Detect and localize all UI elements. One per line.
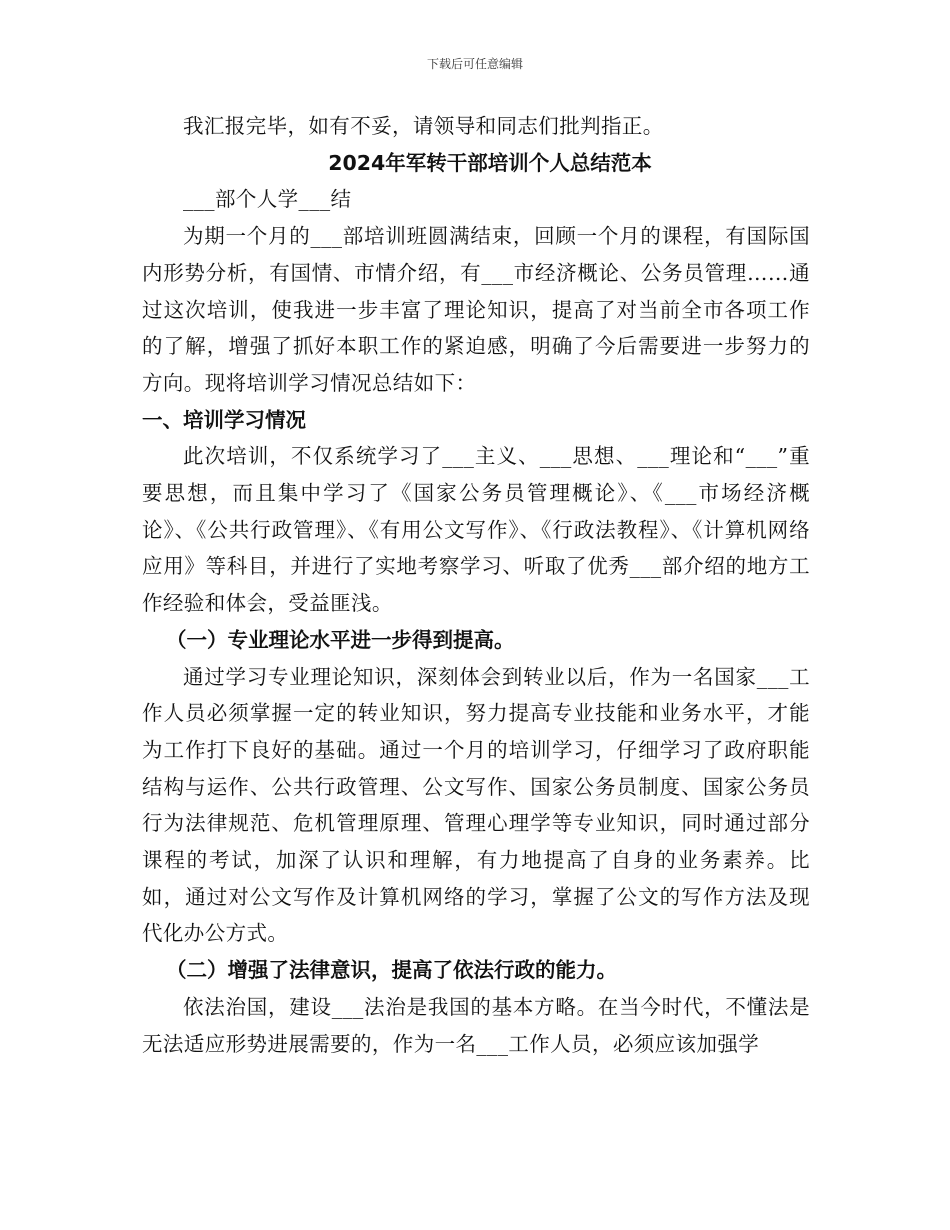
document-body	[142, 108, 810, 1062]
intro-paragraph: 为期一个月的___部培训班圆满结束，回顾一个月的课程，有国际国内形势分析，有国情、市情介绍，有___市经济概论、公务员管理……通过这次培训，使我进一步丰富了理论知识，提高了对当前全市各项工作的了解，增强了抓好本职工作的紧迫感，明确了今后需要进一步努力的方向。现将培训学习情况总结如下：	[142, 224, 810, 395]
subsection-heading-1: （一）专业理论水平进一步得到提高。	[166, 627, 515, 652]
document-title: 2024年军转干部培训个人总结范本	[328, 150, 652, 175]
page-header: 下载后可任意编辑	[426, 57, 523, 71]
closing-paragraph: 我汇报完毕，如有不妥，请领导和同志们批判指正。	[183, 114, 664, 138]
subsection-paragraph-2: 依法治国，建设___法治是我国的基本方略。在当今时代，不懂法是无法适应形势进展需要的，作为一名___工作人员，必须应该加强学	[142, 994, 810, 1056]
section-heading-1: 一、培训学习情况	[142, 407, 306, 432]
document-subtitle: ___部个人学___结	[183, 187, 352, 212]
section-paragraph-1: 此次培训，不仅系统学习了___主义、___思想、___理论和“___”重要思想，而且集中学习了《国家公务员管理概论》、《___市场经济概论》、《公共行政管理》、《有用公文写作》、《行政法教程》、《计算机网络应用》等科目，并进行了实地考察学习、听取了优秀___部介绍的地方工作经验和体会，受益匪浅。	[142, 444, 810, 616]
subsection-heading-2: （二）增强了法律意识，提高了依法行政的能力。	[166, 958, 617, 983]
subsection-paragraph-1: 通过学习专业理论知识，深刻体会到转业以后，作为一名国家___工作人员必须掌握一定的转业知识，努力提高专业技能和业务水平，才能为工作打下良好的基础。通过一个月的培训学习，仔细学习了政府职能结构与运作、公共行政管理、公文写作、国家公务员制度、国家公务员行为法律规范、危机管理原理、管理心理学等专业知识，同时通过部分课程的考试，加深了认识和理解，有力地提高了自身的业务素养。比如，通过对公文写作及计算机网络的学习，掌握了公文的写作方法及现代化办公方式。	[142, 664, 810, 946]
